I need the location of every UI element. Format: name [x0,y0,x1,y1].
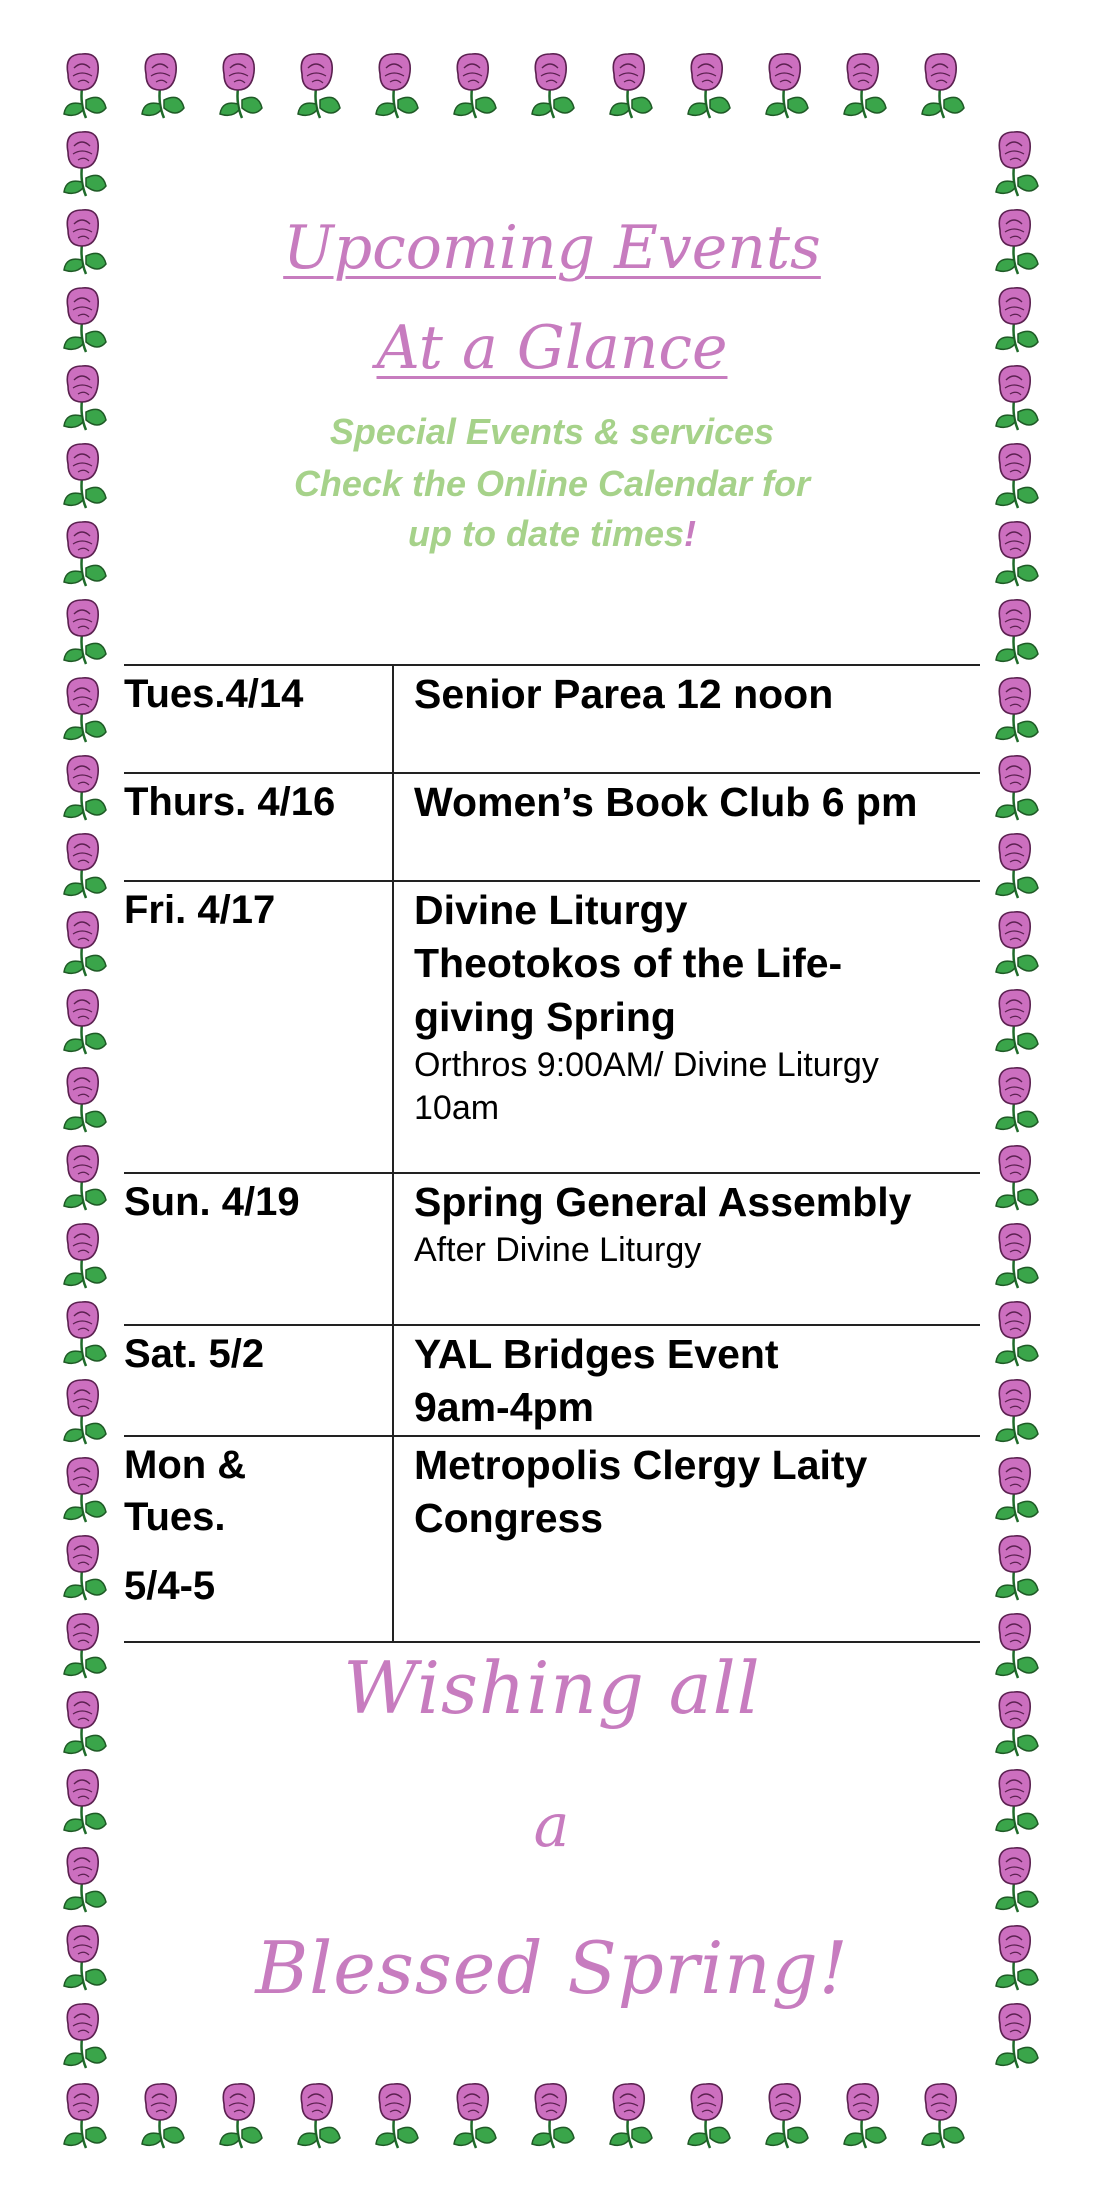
closing-line: Blessed Spring! [255,1926,849,2010]
pink-rose-icon [988,1140,1044,1212]
pink-rose-icon [988,126,1044,198]
event-title: Metropolis Clergy Laity Congress [414,1441,868,1541]
pink-rose-icon [56,1296,112,1368]
event-cell [393,1436,980,1642]
closing-line: a [533,1791,571,1861]
pink-rose-icon [56,1764,112,1836]
pink-rose-icon [56,1920,112,1992]
event-row [124,1173,980,1325]
pink-rose-icon [988,438,1044,510]
pink-rose-icon [988,1374,1044,1446]
event-date: Tues.4/14 [124,665,393,773]
pink-rose-icon [988,360,1044,432]
subtitle-text: up to date times [407,513,685,554]
pink-rose-icon [988,1452,1044,1524]
pink-rose-icon [988,828,1044,900]
event-cell [393,665,980,773]
event-date-line: Mon & [124,1442,247,1487]
event-row [124,773,980,881]
pink-rose-icon [988,1062,1044,1134]
page-subtitle-title: At a Glance [376,313,728,383]
pink-rose-icon [988,1530,1044,1602]
pink-rose-icon [56,1842,112,1914]
pink-rose-icon [56,48,112,120]
pink-rose-icon [988,750,1044,822]
pink-rose-icon [988,1296,1044,1368]
closing-line: Wishing all [343,1646,761,1730]
pink-rose-icon [56,1374,112,1446]
pink-rose-icon [988,1218,1044,1290]
pink-rose-icon [988,1686,1044,1758]
event-title: Senior Parea 12 noon [414,671,834,717]
pink-rose-icon [988,906,1044,978]
pink-rose-icon [988,282,1044,354]
event-date: Sun. 4/19 [124,1173,393,1325]
event-title: YAL Bridges Event 9am-4pm [414,1331,779,1431]
pink-rose-icon [56,672,112,744]
pink-rose-icon [56,2078,112,2150]
pink-rose-icon [988,1608,1044,1680]
pink-rose-icon [56,282,112,354]
pink-rose-icon [56,204,112,276]
event-cell [393,1325,980,1436]
pink-rose-icon [988,1998,1044,2070]
pink-rose-icon [988,1842,1044,1914]
pink-rose-icon [56,1608,112,1680]
pink-rose-icon [56,828,112,900]
pink-rose-icon [56,1530,112,1602]
pink-rose-icon [56,1062,112,1134]
pink-rose-icon [56,516,112,588]
pink-rose-icon [56,360,112,432]
subtitle-line [124,513,980,554]
pink-rose-icon [56,1452,112,1524]
event-cell [393,881,980,1173]
event-date: Sat. 5/2 [124,1325,393,1436]
pink-rose-icon [988,1920,1044,1992]
event-date: Fri. 4/17 [124,881,393,1173]
event-date-line: 5/4-5 [124,1564,216,1609]
pink-rose-icon [56,1140,112,1212]
pink-rose-icon [988,516,1044,588]
pink-rose-icon [56,750,112,822]
pink-rose-icon [56,1686,112,1758]
event-row [124,1325,980,1436]
pink-rose-icon [56,126,112,198]
pink-rose-icon [56,594,112,666]
event-title: Divine Liturgy Theotokos of the Life- giving Spring [414,887,843,1040]
event-detail: Orthros 9:00AM/ Divine Liturgy 10am [414,1045,879,1128]
pink-rose-icon [988,594,1044,666]
pink-rose-icon [56,906,112,978]
event-row [124,665,980,773]
event-date-line: Tues. [124,1495,226,1540]
event-title: Spring General Assembly [414,1179,912,1225]
event-detail: After Divine Liturgy [414,1231,702,1270]
pink-rose-icon [56,438,112,510]
events-table [124,664,980,1643]
pink-rose-icon [56,984,112,1056]
page-title: Upcoming Events [283,213,821,283]
flyer-content [124,0,980,2200]
subtitle-line: Check the Online Calendar for [293,463,811,504]
pink-rose-icon [988,204,1044,276]
subtitle-line: Special Events & services [329,411,775,452]
event-row [124,881,980,1173]
pink-rose-icon [56,1218,112,1290]
pink-rose-icon [56,1998,112,2070]
pink-rose-icon [988,984,1044,1056]
event-date [124,1436,393,1642]
event-title: Women’s Book Club 6 pm [414,779,918,825]
pink-rose-icon [988,672,1044,744]
event-row [124,1436,980,1642]
pink-rose-icon [988,1764,1044,1836]
subtitle-exclamation: ! [684,513,697,554]
event-cell [393,1173,980,1325]
event-cell [393,773,980,881]
event-date: Thurs. 4/16 [124,773,393,881]
